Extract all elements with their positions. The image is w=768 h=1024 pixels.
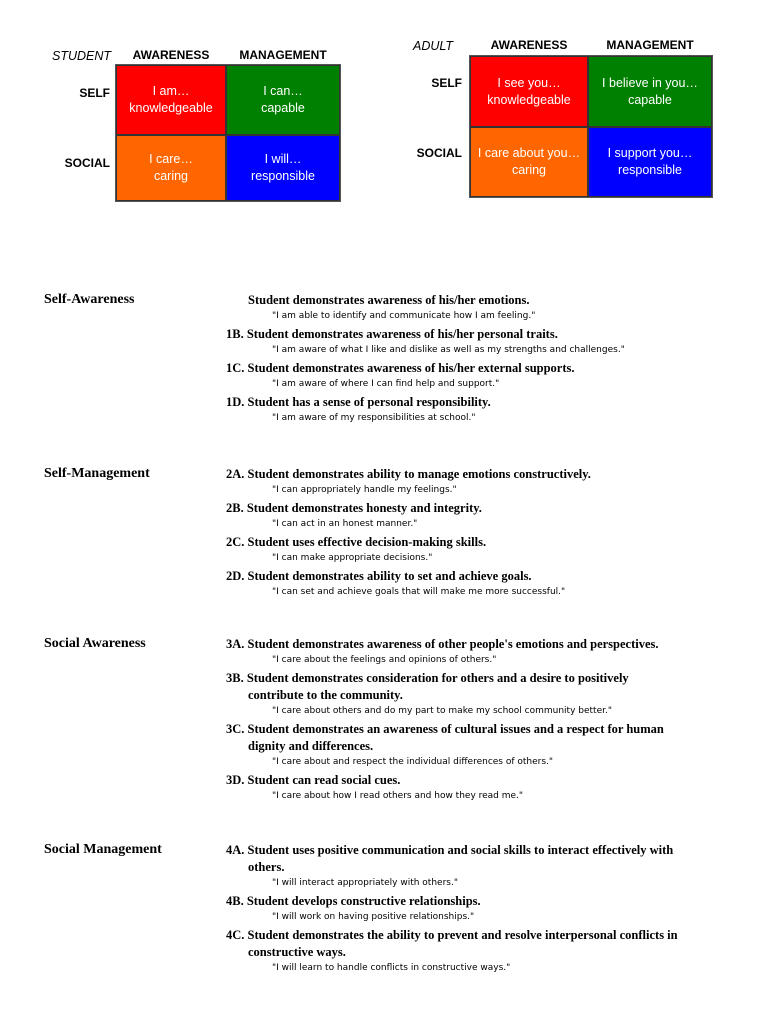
item-heading [226, 893, 726, 910]
cell-line2: caring [511, 163, 547, 177]
adult-row-header-social: SOCIAL [416, 146, 462, 160]
item-heading-text: 3D. Student can read social cues. [226, 773, 401, 787]
student-cell-social-awareness [116, 135, 226, 201]
item-heading-text: 2D. Student demonstrates ability to set and achieve goals. [226, 569, 532, 583]
section-items [226, 466, 726, 602]
student-cell-social-management [226, 135, 340, 201]
section-title: Social Management [44, 842, 162, 857]
item-heading [226, 534, 726, 551]
student-row-header-self: SELF [79, 86, 110, 100]
cell-line2: responsible [251, 169, 315, 183]
adult-cell-social-management [588, 127, 712, 197]
adult-grid-caption: ADULT [413, 39, 454, 53]
item-quote: "I am able to identify and communicate how I am feeling." [272, 311, 536, 321]
item-heading-text: Student demonstrates awareness of his/her emotions. [248, 293, 530, 307]
section-title: Self-Management [44, 466, 150, 481]
item-heading-continuation: contribute to the community. [248, 688, 403, 702]
adult-cell-self-management [588, 56, 712, 127]
item-heading-text: 3A. Student demonstrates awareness of other people's emotions and perspectives. [226, 637, 659, 651]
adult-col-header-management: MANAGEMENT [606, 38, 694, 52]
item-heading-text: 2B. Student demonstrates honesty and integrity. [226, 501, 482, 515]
adult-cell-self-awareness [470, 56, 588, 127]
cell-line1: I care about you… [477, 146, 581, 160]
item-quote: "I care about the feelings and opinions of others." [272, 655, 497, 665]
item-heading [226, 292, 726, 309]
cell-line2: knowledgeable [487, 92, 571, 107]
student-col-header-awareness: AWARENESS [132, 48, 210, 62]
section-items [226, 842, 726, 978]
item-quote: "I am aware of where I can find help and support." [272, 379, 500, 389]
item-quote: "I care about others and do my part to make my school community better." [272, 706, 612, 716]
item-quote: "I care about how I read others and how they read me." [272, 791, 524, 801]
item-quote: "I can appropriately handle my feelings." [272, 485, 457, 495]
cell-line1: I support you… [607, 146, 693, 160]
cell-line1: I am… [152, 84, 190, 98]
cell-line1: I see you… [497, 75, 561, 90]
item-heading [226, 466, 726, 483]
item-quote: "I can make appropriate decisions." [272, 553, 433, 563]
cell-line2: capable [261, 101, 305, 115]
item-quote: "I can act in an honest manner." [272, 519, 418, 529]
item-heading [226, 721, 726, 755]
item-heading [226, 927, 726, 961]
item-heading [226, 772, 726, 789]
cell-line1: I care… [149, 152, 193, 166]
item-heading-text: 1D. Student has a sense of personal responsibility. [226, 395, 491, 409]
cell-line2: capable [628, 92, 672, 107]
item-quote: "I can set and achieve goals that will make me more successful." [272, 587, 566, 597]
item-heading [226, 500, 726, 517]
item-quote: "I am aware of what I like and dislike as well as my strengths and challenges." [272, 345, 625, 355]
item-quote: "I will learn to handle conflicts in constructive ways." [272, 963, 511, 973]
item-heading-continuation: dignity and differences. [248, 739, 374, 753]
item-heading-text: 4B. Student develops constructive relationships. [226, 894, 481, 908]
section-title: Self-Awareness [44, 292, 135, 307]
cell-line1: I will… [264, 152, 302, 166]
item-heading [226, 360, 726, 377]
cell-line2: responsible [618, 163, 682, 177]
item-heading [226, 568, 726, 585]
adult-col-header-awareness: AWARENESS [490, 38, 568, 52]
adult-cell-social-awareness [470, 127, 588, 197]
student-cell-self-awareness [116, 65, 226, 135]
item-quote: "I will work on having positive relationships." [272, 912, 475, 922]
item-quote: "I am aware of my responsibilities at school." [272, 413, 476, 423]
item-heading-text: 1B. Student demonstrates awareness of his/her personal traits. [226, 327, 558, 341]
student-row-header-social: SOCIAL [64, 156, 110, 170]
student-col-header-management: MANAGEMENT [239, 48, 327, 62]
student-grid-caption: STUDENT [52, 49, 112, 63]
cell-line1: I believe in you… [602, 75, 698, 90]
section-items [226, 292, 726, 428]
cell-line2: knowledgeable [129, 101, 213, 115]
adult-row-header-self: SELF [431, 76, 462, 90]
item-heading-text: 2A. Student demonstrates ability to manage emotions constructively. [226, 467, 591, 481]
item-heading-text: 1C. Student demonstrates awareness of his/her external supports. [226, 361, 575, 375]
student-cell-self-management [226, 65, 340, 135]
item-heading-text: 4C. Student demonstrates the ability to prevent and resolve interpersonal conflicts in [226, 928, 678, 942]
item-heading [226, 670, 726, 704]
item-quote: "I care about and respect the individual differences of others." [272, 757, 554, 767]
item-heading [226, 636, 726, 653]
cell-line2: caring [153, 169, 189, 183]
item-heading [226, 394, 726, 411]
cell-line1: I can… [263, 84, 303, 98]
item-heading [226, 326, 726, 343]
item-heading-text: 3B. Student demonstrates consideration for others and a desire to positively [226, 671, 629, 685]
item-heading-text: 2C. Student uses effective decision-making skills. [226, 535, 487, 549]
item-heading-text: 3C. Student demonstrates an awareness of cultural issues and a respect for human [226, 722, 664, 736]
item-heading-continuation: others. [248, 860, 285, 874]
section-items [226, 636, 726, 806]
item-heading-text: 4A. Student uses positive communication and social skills to interact effectively with [226, 843, 674, 857]
item-heading [226, 842, 726, 876]
item-heading-continuation: constructive ways. [248, 945, 346, 959]
section-title: Social Awareness [44, 636, 146, 651]
item-quote: "I will interact appropriately with others." [272, 878, 458, 888]
